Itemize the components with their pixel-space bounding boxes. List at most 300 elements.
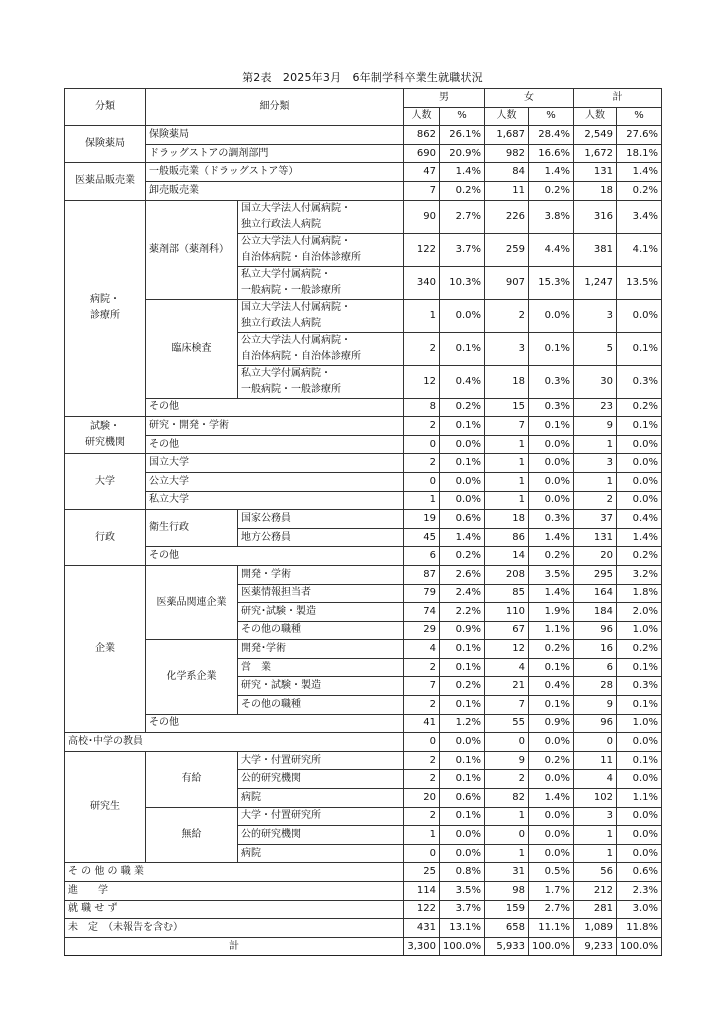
row-label-line2: 自治体病院・自治体診療所	[241, 251, 361, 263]
male-count: 0	[404, 435, 440, 454]
male-pct: 0.0%	[440, 299, 485, 332]
male-count: 3,300	[404, 937, 440, 956]
female-pct: 0.5%	[529, 863, 574, 882]
total-pct: 0.2%	[617, 398, 662, 417]
total-count: 1	[574, 435, 617, 454]
male-count: 20	[404, 789, 440, 808]
row-label: 国家公務員	[238, 510, 404, 529]
total-count: 164	[574, 584, 617, 603]
female-count: 15	[485, 398, 529, 417]
row-label: 公的研究機関	[238, 826, 404, 845]
total-count: 18	[574, 181, 617, 200]
total-count: 37	[574, 510, 617, 529]
male-count: 2	[404, 770, 440, 789]
total-count: 381	[574, 233, 617, 266]
female-pct: 0.3%	[529, 365, 574, 398]
female-pct: 0.2%	[529, 181, 574, 200]
male-count: 25	[404, 863, 440, 882]
male-pct: 0.0%	[440, 472, 485, 491]
female-pct: 0.0%	[529, 454, 574, 473]
row-label: その他の職種	[238, 696, 404, 715]
female-count: 9	[485, 751, 529, 770]
female-count: 1	[485, 491, 529, 510]
female-pct: 0.1%	[529, 417, 574, 436]
row-label: 病院	[238, 789, 404, 808]
male-pct: 0.2%	[440, 181, 485, 200]
row-label-line2: 一般病院・一般診療所	[241, 383, 341, 395]
female-pct: 1.1%	[529, 621, 574, 640]
male-pct: 0.1%	[440, 696, 485, 715]
female-count: 85	[485, 584, 529, 603]
row-label: その他	[146, 714, 404, 733]
total-pct: 0.0%	[617, 807, 662, 826]
female-pct: 0.0%	[529, 435, 574, 454]
female-count: 98	[485, 882, 529, 901]
female-count: 208	[485, 565, 529, 584]
row-label: 医薬情報担当者	[238, 584, 404, 603]
male-count: 0	[404, 733, 440, 752]
total-count: 9	[574, 417, 617, 436]
male-pct: 0.1%	[440, 807, 485, 826]
female-count: 84	[485, 163, 529, 182]
row-label: 研究・開発・学術	[146, 417, 404, 436]
row-label: 公的研究機関	[238, 770, 404, 789]
table-row	[65, 565, 662, 584]
male-count: 122	[404, 233, 440, 266]
total-label: 計	[65, 937, 404, 956]
male-count: 79	[404, 584, 440, 603]
female-count: 5,933	[485, 937, 529, 956]
female-pct: 11.1%	[529, 919, 574, 938]
group-shiken	[65, 417, 146, 454]
group-daigaku: 大学	[65, 454, 146, 510]
male-pct: 0.8%	[440, 863, 485, 882]
row-label-line2: 自治体病院・自治体診療所	[241, 350, 361, 362]
female-count: 2	[485, 770, 529, 789]
female-pct: 0.0%	[529, 807, 574, 826]
total-pct: 1.8%	[617, 584, 662, 603]
female-pct: 0.0%	[529, 826, 574, 845]
table-row	[65, 200, 662, 233]
total-count: 131	[574, 528, 617, 547]
table-row	[65, 144, 662, 163]
table-row	[65, 299, 662, 332]
group-kigyo: 企業	[65, 565, 146, 732]
subgroup-rinsho: 臨床検査	[146, 299, 238, 398]
total-count: 184	[574, 603, 617, 622]
total-count: 23	[574, 398, 617, 417]
female-pct: 0.0%	[529, 491, 574, 510]
table-row	[65, 491, 662, 510]
female-pct: 100.0%	[529, 937, 574, 956]
male-count: 122	[404, 900, 440, 919]
female-pct: 1.9%	[529, 603, 574, 622]
total-pct: 11.8%	[617, 919, 662, 938]
female-count: 259	[485, 233, 529, 266]
row-label: ドラッグストアの調剤部門	[146, 144, 404, 163]
female-count: 2	[485, 299, 529, 332]
female-pct: 0.9%	[529, 714, 574, 733]
page-title: 第2表 2025年3月 6年制学科卒業生就職状況	[242, 71, 483, 84]
female-pct: 1.4%	[529, 163, 574, 182]
female-pct: 0.1%	[529, 696, 574, 715]
total-count: 3	[574, 807, 617, 826]
row-label: 高校･中学の教員	[65, 733, 404, 752]
row-label-line2: 独立行政法人病院	[241, 218, 321, 230]
total-pct: 27.6%	[617, 126, 662, 145]
total-count: 9,233	[574, 937, 617, 956]
male-pct: 2.2%	[440, 603, 485, 622]
header-ninzu: 人数	[574, 107, 617, 126]
male-count: 1	[404, 491, 440, 510]
female-count: 226	[485, 200, 529, 233]
header-bunrui: 分類	[65, 89, 146, 126]
female-count: 31	[485, 863, 529, 882]
group-byoin-line1: 病院・	[90, 294, 120, 306]
male-count: 47	[404, 163, 440, 182]
row-label: 未 定 （未報告を含む）	[65, 919, 404, 938]
total-pct: 13.5%	[617, 266, 662, 299]
total-pct: 0.0%	[617, 454, 662, 473]
female-pct: 0.2%	[529, 640, 574, 659]
total-count: 2	[574, 491, 617, 510]
male-count: 2	[404, 417, 440, 436]
male-count: 862	[404, 126, 440, 145]
male-count: 87	[404, 565, 440, 584]
subgroup-yakuzaibu: 薬剤部（薬剤科）	[146, 200, 238, 299]
total-count: 3	[574, 299, 617, 332]
header-pct: %	[617, 107, 662, 126]
male-pct: 3.7%	[440, 233, 485, 266]
row-label: 営 業	[238, 658, 404, 677]
male-pct: 0.1%	[440, 454, 485, 473]
total-pct: 0.1%	[617, 696, 662, 715]
row-label: その他	[146, 435, 404, 454]
group-kenkyusei: 研究生	[65, 751, 146, 863]
header-total: 計	[574, 89, 662, 108]
female-count: 7	[485, 696, 529, 715]
row-label-line2: 一般病院・一般診療所	[241, 284, 341, 296]
male-count: 114	[404, 882, 440, 901]
row-label-line1: 公立大学法人付属病院・	[241, 235, 351, 247]
female-count: 1	[485, 454, 529, 473]
total-pct: 1.1%	[617, 789, 662, 808]
row-label: 開発・学術	[238, 565, 404, 584]
male-pct: 0.9%	[440, 621, 485, 640]
row-label-line1: 国立大学法人付属病院・	[241, 301, 351, 313]
female-pct: 0.0%	[529, 733, 574, 752]
female-count: 1	[485, 472, 529, 491]
total-count: 30	[574, 365, 617, 398]
male-pct: 2.7%	[440, 200, 485, 233]
male-count: 431	[404, 919, 440, 938]
total-count: 96	[574, 714, 617, 733]
female-pct: 1.4%	[529, 528, 574, 547]
male-count: 74	[404, 603, 440, 622]
table-row	[65, 510, 662, 529]
male-count: 12	[404, 365, 440, 398]
total-pct: 1.0%	[617, 714, 662, 733]
total-count: 56	[574, 863, 617, 882]
table-row	[65, 417, 662, 436]
female-count: 1	[485, 844, 529, 863]
male-count: 41	[404, 714, 440, 733]
total-count: 5	[574, 332, 617, 365]
table-row	[65, 435, 662, 454]
male-pct: 26.1%	[440, 126, 485, 145]
male-pct: 0.0%	[440, 844, 485, 863]
row-label-line1: 私立大学付属病院・	[241, 268, 331, 280]
row-label: 国立大学	[146, 454, 404, 473]
female-count: 18	[485, 365, 529, 398]
male-pct: 0.4%	[440, 365, 485, 398]
table-row	[65, 640, 662, 659]
row-label-line1: 国立大学法人付属病院・	[241, 202, 351, 214]
total-pct: 0.2%	[617, 181, 662, 200]
total-count: 295	[574, 565, 617, 584]
male-pct: 0.0%	[440, 733, 485, 752]
female-count: 0	[485, 826, 529, 845]
male-count: 690	[404, 144, 440, 163]
group-hoken: 保険薬局	[65, 126, 146, 163]
row-label: 一般販売業（ドラッグストア等）	[146, 163, 404, 182]
female-count: 110	[485, 603, 529, 622]
total-count: 2,549	[574, 126, 617, 145]
total-count: 28	[574, 677, 617, 696]
female-count: 55	[485, 714, 529, 733]
row-label: その他	[146, 398, 404, 417]
total-count: 1	[574, 826, 617, 845]
total-pct: 4.1%	[617, 233, 662, 266]
male-pct: 0.0%	[440, 826, 485, 845]
male-pct: 0.0%	[440, 491, 485, 510]
male-count: 2	[404, 658, 440, 677]
total-pct: 100.0%	[617, 937, 662, 956]
male-pct: 0.1%	[440, 417, 485, 436]
female-count: 82	[485, 789, 529, 808]
row-label: 地方公務員	[238, 528, 404, 547]
female-pct: 0.0%	[529, 844, 574, 863]
female-pct: 28.4%	[529, 126, 574, 145]
total-count: 20	[574, 547, 617, 566]
female-pct: 0.1%	[529, 658, 574, 677]
female-count: 658	[485, 919, 529, 938]
male-pct: 0.2%	[440, 398, 485, 417]
female-count: 14	[485, 547, 529, 566]
total-pct: 0.2%	[617, 547, 662, 566]
male-count: 45	[404, 528, 440, 547]
table-row	[65, 863, 662, 882]
table-row	[65, 919, 662, 938]
male-pct: 3.5%	[440, 882, 485, 901]
female-pct: 0.0%	[529, 770, 574, 789]
total-pct: 0.3%	[617, 365, 662, 398]
male-count: 90	[404, 200, 440, 233]
header-saibunrui: 細分類	[146, 89, 404, 126]
female-pct: 0.0%	[529, 299, 574, 332]
row-label: 公立大学	[146, 472, 404, 491]
total-pct: 0.0%	[617, 299, 662, 332]
male-pct: 0.0%	[440, 435, 485, 454]
table-row	[65, 181, 662, 200]
row-label: 大学・付置研究所	[238, 751, 404, 770]
table-row	[65, 398, 662, 417]
total-pct: 1.4%	[617, 528, 662, 547]
group-shiken-line1: 試験・	[90, 421, 120, 433]
total-count: 9	[574, 696, 617, 715]
total-pct: 3.4%	[617, 200, 662, 233]
female-pct: 1.7%	[529, 882, 574, 901]
female-count: 67	[485, 621, 529, 640]
total-pct: 2.0%	[617, 603, 662, 622]
female-pct: 0.1%	[529, 332, 574, 365]
male-count: 2	[404, 751, 440, 770]
total-pct: 0.0%	[617, 770, 662, 789]
total-count: 131	[574, 163, 617, 182]
male-count: 19	[404, 510, 440, 529]
header-row-1	[65, 89, 662, 108]
row-label	[238, 299, 404, 332]
female-pct: 0.0%	[529, 472, 574, 491]
row-label: 研究･試験・製造	[238, 603, 404, 622]
subgroup-mukyu: 無給	[146, 807, 238, 863]
female-count: 11	[485, 181, 529, 200]
table-row	[65, 126, 662, 145]
female-count: 86	[485, 528, 529, 547]
male-count: 4	[404, 640, 440, 659]
total-pct: 3.0%	[617, 900, 662, 919]
total-row	[65, 937, 662, 956]
table-row	[65, 751, 662, 770]
male-pct: 1.4%	[440, 163, 485, 182]
subgroup-eisei: 衛生行政	[146, 510, 238, 547]
total-count: 11	[574, 751, 617, 770]
male-pct: 20.9%	[440, 144, 485, 163]
male-pct: 0.1%	[440, 658, 485, 677]
row-label: 開発･学術	[238, 640, 404, 659]
group-gyosei: 行政	[65, 510, 146, 566]
female-count: 159	[485, 900, 529, 919]
male-count: 7	[404, 181, 440, 200]
male-pct: 0.6%	[440, 510, 485, 529]
total-count: 316	[574, 200, 617, 233]
row-label: 研究・試験・製造	[238, 677, 404, 696]
subgroup-yukyu: 有給	[146, 751, 238, 807]
female-count: 982	[485, 144, 529, 163]
table-row	[65, 547, 662, 566]
female-count: 3	[485, 332, 529, 365]
row-label: 卸売販売業	[146, 181, 404, 200]
row-label: 大学・付置研究所	[238, 807, 404, 826]
female-pct: 1.4%	[529, 789, 574, 808]
total-count: 96	[574, 621, 617, 640]
female-count: 21	[485, 677, 529, 696]
table-row	[65, 163, 662, 182]
male-pct: 0.6%	[440, 789, 485, 808]
group-byoin	[65, 200, 146, 417]
male-pct: 10.3%	[440, 266, 485, 299]
subgroup-iyakuhin-kigyo: 医薬品関連企業	[146, 565, 238, 639]
total-pct: 0.4%	[617, 510, 662, 529]
total-pct: 0.0%	[617, 826, 662, 845]
total-count: 1	[574, 472, 617, 491]
female-count: 1,687	[485, 126, 529, 145]
total-pct: 0.0%	[617, 844, 662, 863]
female-count: 18	[485, 510, 529, 529]
male-pct: 0.1%	[440, 751, 485, 770]
total-pct: 0.1%	[617, 751, 662, 770]
male-pct: 1.2%	[440, 714, 485, 733]
total-count: 281	[574, 900, 617, 919]
total-count: 1,247	[574, 266, 617, 299]
total-count: 1	[574, 844, 617, 863]
group-shiken-line2: 研究機関	[85, 437, 125, 449]
male-count: 1	[404, 826, 440, 845]
table-row	[65, 882, 662, 901]
total-count: 0	[574, 733, 617, 752]
male-count: 8	[404, 398, 440, 417]
male-pct: 0.1%	[440, 770, 485, 789]
total-count: 1,089	[574, 919, 617, 938]
group-iyakuhin: 医薬品販売業	[65, 163, 146, 200]
table-row	[65, 900, 662, 919]
group-byoin-line2: 診療所	[90, 310, 120, 322]
male-pct: 2.4%	[440, 584, 485, 603]
table-row	[65, 472, 662, 491]
total-pct: 1.4%	[617, 163, 662, 182]
row-label: そ の 他 の 職 業	[65, 863, 404, 882]
total-count: 6	[574, 658, 617, 677]
male-count: 2	[404, 807, 440, 826]
male-pct: 1.4%	[440, 528, 485, 547]
total-pct: 0.0%	[617, 472, 662, 491]
female-pct: 0.2%	[529, 751, 574, 770]
male-count: 2	[404, 332, 440, 365]
row-label	[238, 266, 404, 299]
total-pct: 0.1%	[617, 658, 662, 677]
row-label: 就 職 せ ず	[65, 900, 404, 919]
total-pct: 2.3%	[617, 882, 662, 901]
female-pct: 16.6%	[529, 144, 574, 163]
total-pct: 0.0%	[617, 435, 662, 454]
header-male: 男	[404, 89, 485, 108]
total-count: 102	[574, 789, 617, 808]
row-label: 病院	[238, 844, 404, 863]
row-label	[238, 200, 404, 233]
female-pct: 0.2%	[529, 547, 574, 566]
header-pct: %	[529, 107, 574, 126]
row-label: その他の職種	[238, 621, 404, 640]
female-pct: 3.5%	[529, 565, 574, 584]
table-row	[65, 733, 662, 752]
total-pct: 0.1%	[617, 417, 662, 436]
header-pct: %	[440, 107, 485, 126]
total-pct: 0.0%	[617, 491, 662, 510]
header-ninzu: 人数	[485, 107, 529, 126]
female-count: 0	[485, 733, 529, 752]
total-count: 16	[574, 640, 617, 659]
male-count: 6	[404, 547, 440, 566]
male-pct: 2.6%	[440, 565, 485, 584]
male-count: 2	[404, 696, 440, 715]
male-count: 2	[404, 454, 440, 473]
female-pct: 1.4%	[529, 584, 574, 603]
female-pct: 0.4%	[529, 677, 574, 696]
male-count: 340	[404, 266, 440, 299]
male-count: 1	[404, 299, 440, 332]
total-pct: 1.0%	[617, 621, 662, 640]
total-pct: 0.3%	[617, 677, 662, 696]
